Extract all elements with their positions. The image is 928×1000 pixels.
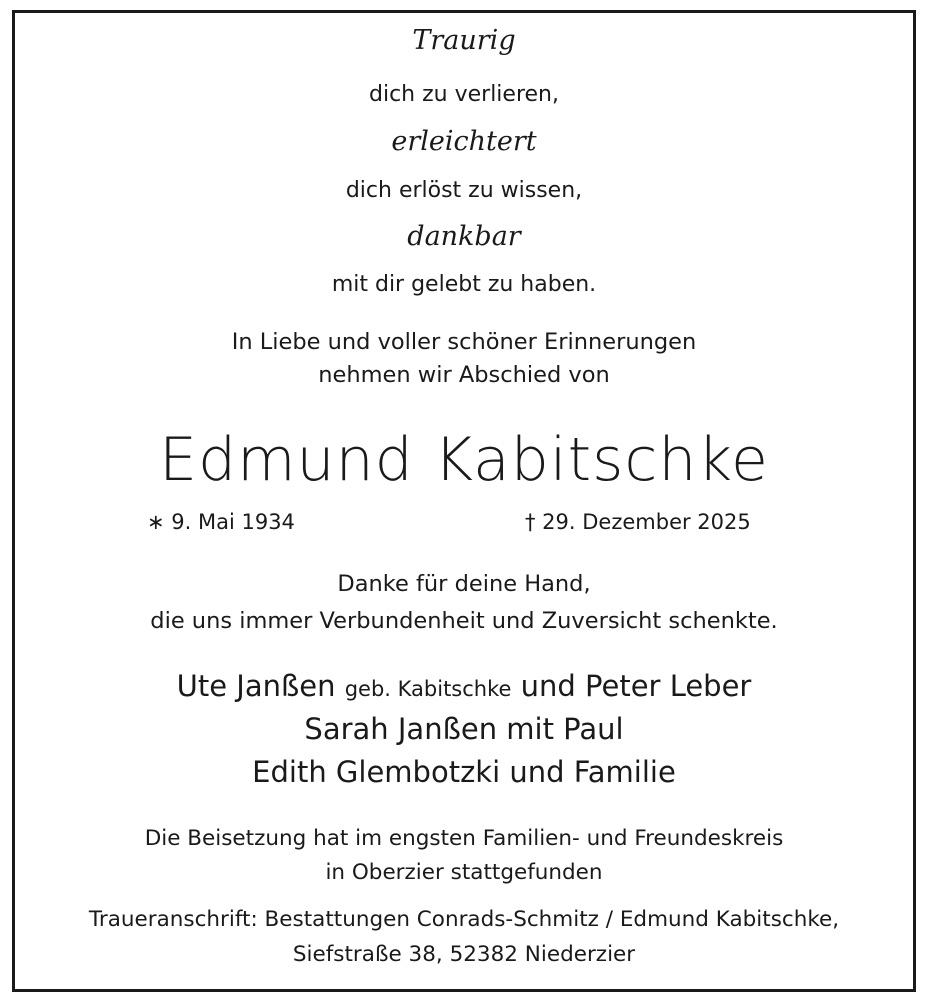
family-name-ute: Ute Janßen xyxy=(176,669,336,703)
family-maiden-name: geb. Kabitschke xyxy=(344,677,512,701)
poem-word-dankbar: dankbar xyxy=(407,221,521,252)
address-line-1: Traueranschrift: Bestattungen Conrads-Schmitz / Edmund Kabitschke, xyxy=(88,907,840,932)
family-line-2: Sarah Janßen mit Paul xyxy=(304,712,624,746)
family-line-1 xyxy=(15,669,913,703)
poem-line-1: dich zu verlieren, xyxy=(369,82,559,107)
address-line-2: Siefstraße 38, 52382 Niederzier xyxy=(292,942,636,967)
poem-line-2: dich erlöst zu wissen, xyxy=(345,178,583,203)
obituary-notice xyxy=(12,10,916,992)
intro-line-2: nehmen wir Abschied von xyxy=(318,362,610,388)
burial-line-1: Die Beisetzung hat im engsten Familien- und Freundeskreis xyxy=(144,826,784,851)
thanks-line-1: Danke für deine Hand, xyxy=(337,571,591,597)
family-name-peter: und Peter Leber xyxy=(520,669,752,703)
family-line-3: Edith Glembotzki und Familie xyxy=(252,755,676,789)
poem-word-erleichtert: erleichtert xyxy=(391,126,537,157)
thanks-line-2: die uns immer Verbundenheit und Zuversicht schenkte. xyxy=(150,608,778,634)
death-date: † 29. Dezember 2025 xyxy=(525,510,751,534)
burial-line-2: in Oberzier stattgefunden xyxy=(325,860,603,885)
intro-line-1: In Liebe und voller schöner Erinnerungen xyxy=(231,329,697,355)
poem-word-traurig: Traurig xyxy=(412,25,516,56)
poem-line-3: mit dir gelebt zu haben. xyxy=(331,272,597,297)
deceased-name: Edmund Kabitschke xyxy=(159,425,769,495)
birth-date: ∗ 9. Mai 1934 xyxy=(147,510,295,534)
